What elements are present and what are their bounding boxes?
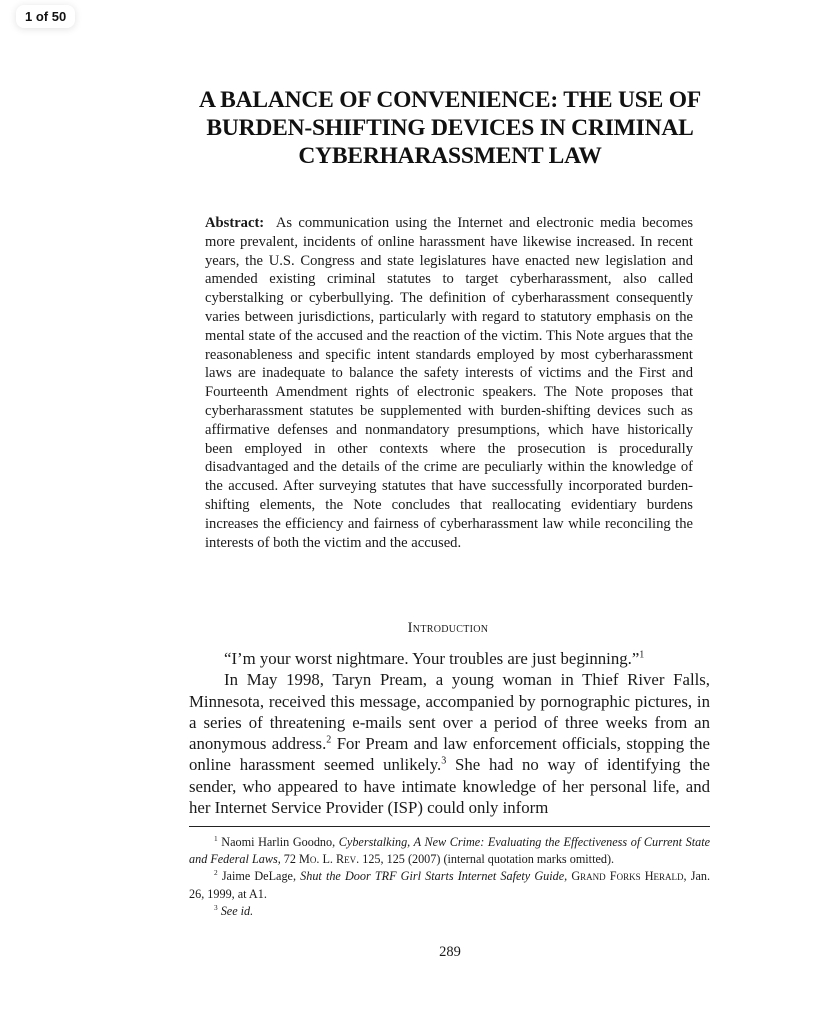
abstract-text: As communication using the Internet and electronic media becomes more prevalent, incidents of online harassment have likewise increased. In recent years, the U.S. Congress and state legislatures have enacted new legislation and amended existing criminal statutes to target cyberharassment, also called cyberstalking or cyberbullying. The definition of cyberharassment consequently varies between jurisdictions, particularly with regard to statutory emphasis on the mental state of the accused and the reaction of the victim. This Note argues that the reasonableness and specific intent standards employed by most cyberharassment laws are inadequate to balance the safety interests of victims and the First and Fourteenth Amendment rights of electronic speakers. The Note proposes that cyberharassment statutes be supplemented with burden-shifting devices such as affirmative defenses and nonmandatory presumptions, which have historically been employed in other contexts where the prosecution is procedurally disadvantaged and the details of the crime are peculiarly within the knowledge of the accused. After surveying statutes that have successfully incorporated burden-shifting elements, the Note concludes that reallocating evidentiary burdens increases the efficiency and fairness of cyberharassment law while reconciling the interests of both the victim and the accused. (205, 215, 693, 551)
footnote-1: $^1$ Naomi Harlin Goodno, Cyberstalking, A New Crime: Evaluating the Effectiveness of Current State and Federal Laws, 72 Mo. L. Rev. 125, 125 (2007) (internal quotation marks omitted). (189, 833, 710, 867)
body-text (189, 648, 710, 818)
epigraph: “I’m your worst nightmare. Your troubles are just beginning.”$^1$ (224, 649, 645, 668)
article-title: A BALANCE OF CONVENIENCE: THE USE OF BURDEN-SHIFTING DEVICES IN CRIMINAL CYBERHARASSMENT LAW (198, 87, 702, 169)
footnote-ref[interactable]: 2 (326, 734, 332, 746)
page-number: 289 (439, 944, 461, 960)
paragraph: In May 1998, Taryn Pream, a young woman in Thief River Falls, Minnesota, received this message, accompanied by pornographic pictures, in a series of threatening e-mails sent over a period of three weeks from an anonymous address.$^2$ For Pream and law enforcement officials, stopping the online harassment seemed unlikely.$^3$ She had no way of identifying the sender, who appeared to have intimate knowledge of her personal life, and her Internet Service Provider (ISP) could only inform (189, 670, 711, 818)
section-heading: Introduction (407, 620, 489, 636)
footnote-3: $^3$ See id. (214, 902, 254, 918)
footnote-ref[interactable]: 1 (639, 649, 645, 661)
footnote-2: $^2$ Jaime DeLage, Shut the Door TRF Girl Starts Internet Safety Guide, Grand Forks Herald, Jan. 26, 1999, at A1. (189, 868, 711, 901)
page-indicator: 1 of 50 (16, 5, 75, 28)
footnotes (189, 834, 710, 920)
abstract-label: Abstract: (205, 215, 265, 231)
footnote-divider (189, 826, 710, 827)
footnote-ref[interactable]: 3 (441, 755, 447, 767)
abstract (205, 214, 693, 552)
